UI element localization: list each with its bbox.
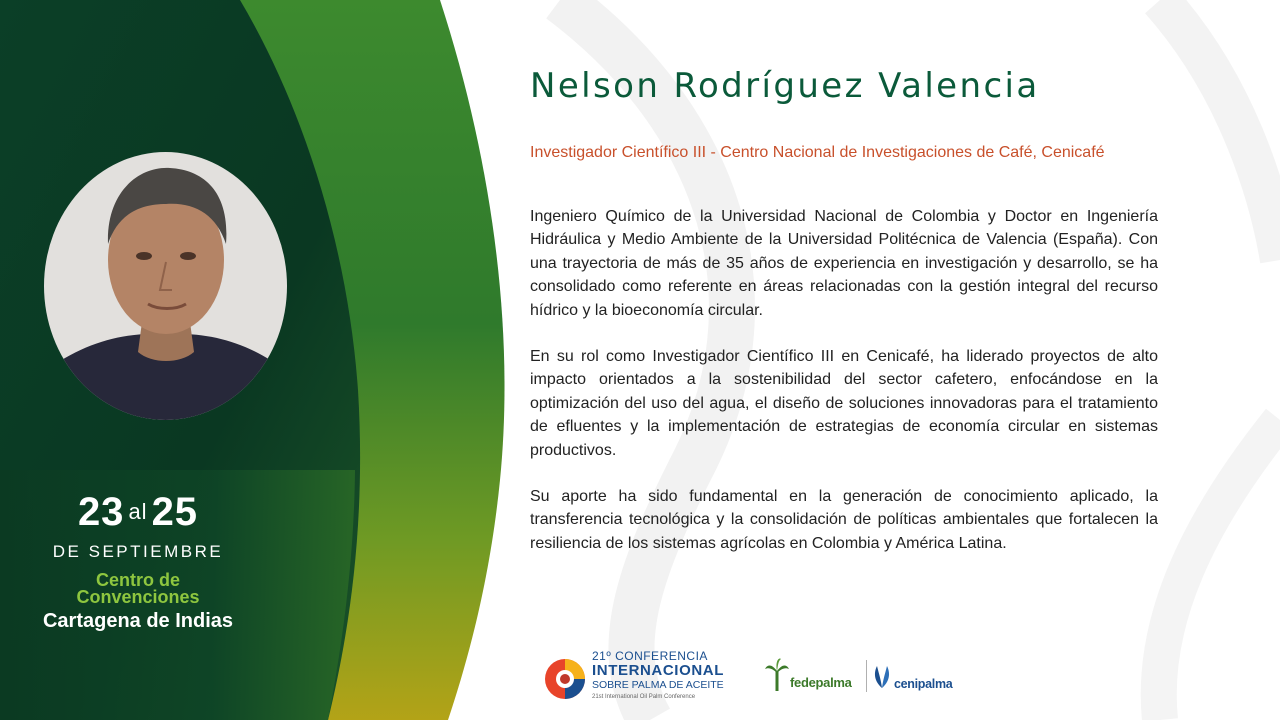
conference-logo [544, 650, 734, 706]
speaker-portrait-illustration [44, 152, 287, 420]
bio-paragraph: Su aporte ha sido fundamental en la generación de conocimiento aplicado, la transferencia tecnológica y la consolidación de políticas ambientales que fortalecen la resiliencia de los sistemas agrícolas en Colombia y América Latina. [530, 488, 1158, 552]
event-day-range [0, 490, 276, 540]
event-start-day: 23 [77, 490, 125, 534]
logo-divider [866, 660, 867, 692]
conference-line-2: INTERNACIONAL [592, 662, 724, 679]
event-month: DE SEPTIEMBRE [52, 542, 224, 561]
speaker-role: Investigador Científico III - Centro Nacional de Investigaciones de Café, Cenicafé [530, 144, 1105, 161]
conference-line-4: 21st International Oil Palm Conference [592, 693, 696, 700]
conference-line-1: 21º CONFERENCIA [592, 649, 708, 663]
cenipalma-leaf-icon [871, 664, 893, 688]
event-city: Cartagena de Indias [42, 610, 234, 632]
palm-leaf-icon [765, 657, 789, 691]
event-venue [0, 572, 276, 606]
speaker-photo [44, 152, 287, 420]
event-day-connector: al [128, 499, 148, 524]
bio-paragraph: En su rol como Investigador Científico III en Cenicafé, ha liderado proyectos de alto impacto orientados a la sostenibilidad del sector cafetero, enfocándose en la optimización del uso del agua, el diseño de soluciones innovadoras para el tratamiento de efluentes y la implementación de estrategias de economía circular en sistemas productivos. [530, 348, 1158, 459]
event-date-venue [0, 490, 276, 633]
event-end-day: 25 [151, 490, 199, 534]
venue-line-2: Convenciones [76, 587, 200, 607]
speaker-name: Nelson Rodríguez Valencia [530, 66, 1040, 106]
conference-emblem-icon [544, 658, 586, 700]
bio-paragraph: Ingeniero Químico de la Universidad Nacional de Colombia y Doctor en Ingeniería Hidráulica y Medio Ambiente de la Universidad Politécnica de Valencia (España). Con una trayectoria de más de 35 años de experiencia en investigación y desarrollo, se ha consolidado como referente en áreas relacionadas con la gestión integral del recurso hídrico y la bioeconomía circular. [530, 208, 1158, 319]
fedepalma-wordmark: fedepalma [790, 675, 852, 690]
conference-line-3: SOBRE PALMA DE ACEITE [592, 679, 724, 691]
cenipalma-wordmark: cenipalma [894, 677, 953, 691]
venue-line-1: Centro de [95, 570, 180, 590]
speaker-bio [530, 205, 1158, 578]
